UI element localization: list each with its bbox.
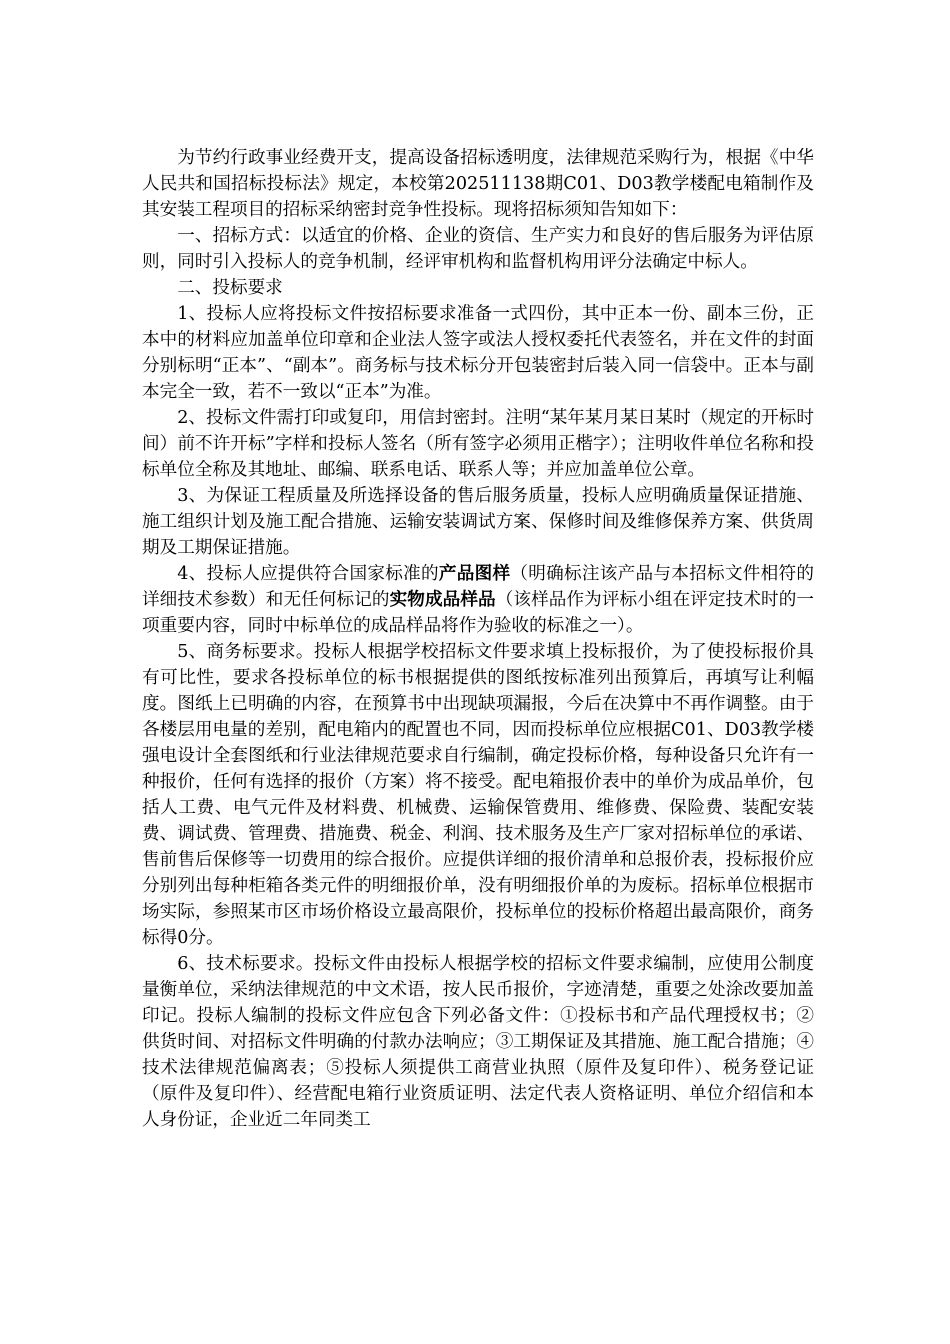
item4-text-3: （该样品作为评标小组在评定技术时的一项重要内容，同时中标单位的成品样品将作为验收的标准之一）。 — [142, 590, 814, 636]
item4-text-2: （明确标注该产品与本招标文件相符的详细技术参数）和无任何标记的 — [142, 564, 814, 610]
requirement-item-2: 2、投标文件需打印或复印，用信封密封。注明“某年某月某日某时（规定的开标时间）前不许开标”字样和投标人签名（所有签字必须用正楷字）；注明收件单位名称和投标单位全称及其地址、邮编、联系电话、联系人等；并应加盖单位公章。 — [142, 408, 814, 480]
bidding-method-paragraph: 一、招标方式：以适宜的价格、企业的资信、生产实力和良好的售后服务为评估原则，同时引入投标人的竞争机制，经评审机构和监督机构用评分法确定中标人。 — [142, 226, 814, 272]
section-heading-bid-requirements: 二、投标要求 — [177, 278, 283, 298]
document-body — [142, 145, 814, 1133]
item4-text-1: 4、投标人应提供符合国家标准的 — [177, 564, 439, 584]
requirement-item-5: 5、商务标要求。投标人根据学校招标文件要求填上投标报价，为了使投标报价具有可比性，要求各投标单位的标书根据提供的图纸按标准列出预算后，再填写让利幅度。图纸上已明确的内容，在预算书中出现缺项漏报，今后在决算中不再作调整。由于各楼层用电量的差别，配电箱内的配置也不同，因而投标单位应根据C01、D03教学楼强电设计全套图纸和行业法律规范要求自行编制，确定投标价格，每种设备只允许有一种报价，任何有选择的报价（方案）将不接受。配电箱报价表中的单价为成品单价，包括人工费、电气元件及材料费、机械费、运输保管费用、维修费、保险费、装配安装费、调试费、管理费、措施费、税金、利润、技术服务及生产厂家对招标单位的承诺、售前售后保修等一切费用的综合报价。应提供详细的报价清单和总报价表，投标报价应分别列出每种柜箱各类元件的明细报价单，没有明细报价单的为废标。招标单位根据市场实际，参照某市区市场价格设立最高限价，投标单位的投标价格超出最高限价，商务标得0分。 — [142, 642, 814, 948]
intro-paragraph: 为节约行政事业经费开支，提高设备招标透明度，法律规范采购行为，根据《中华人民共和国招标投标法》规定，本校第202511138期C01、D03教学楼配电箱制作及其安装工程项目的招标采纳密封竞争性投标。现将招标须知告知如下： — [142, 148, 814, 220]
requirement-item-4 — [142, 561, 814, 639]
requirement-item-3: 3、为保证工程质量及所选择设备的售后服务质量，投标人应明确质量保证措施、施工组织计划及施工配合措施、运输安装调试方案、保修时间及维修保养方案、供货周期及工期保证措施。 — [142, 486, 814, 558]
requirement-item-1: 1、投标人应将投标文件按招标要求准备一式四份，其中正本一份、副本三份，正本中的材料应加盖单位印章和企业法人签字或法人授权委托代表签名，并在文件的封面分别标明“正本”、“副本”。商务标与技术标分开包装密封后装入同一信袋中。正本与副本完全一致，若不一致以“正本”为准。 — [142, 304, 814, 402]
requirement-item-6: 6、技术标要求。投标文件由投标人根据学校的招标文件要求编制，应使用公制度量衡单位，采纳法律规范的中文术语，按人民币报价，字迹清楚，重要之处涂改要加盖印记。投标人编制的投标文件应包含下列必备文件：①投标书和产品代理授权书；② 供货时间、对招标文件明确的付款办法响应；③工期保证及其措施、施工配合措施；④技术法律规范偏离表；⑤投标人须提供工商营业执照（原件及复印件）、税务登记证（原件及复印件）、经营配电箱行业资质证明、法定代表人资格证明、单位介绍信和本人身份证，企业近二年同类工 — [142, 954, 814, 1130]
item4-bold-product-drawing: 产品图样 — [438, 563, 511, 584]
item4-bold-physical-sample: 实物成品样品 — [389, 589, 496, 610]
